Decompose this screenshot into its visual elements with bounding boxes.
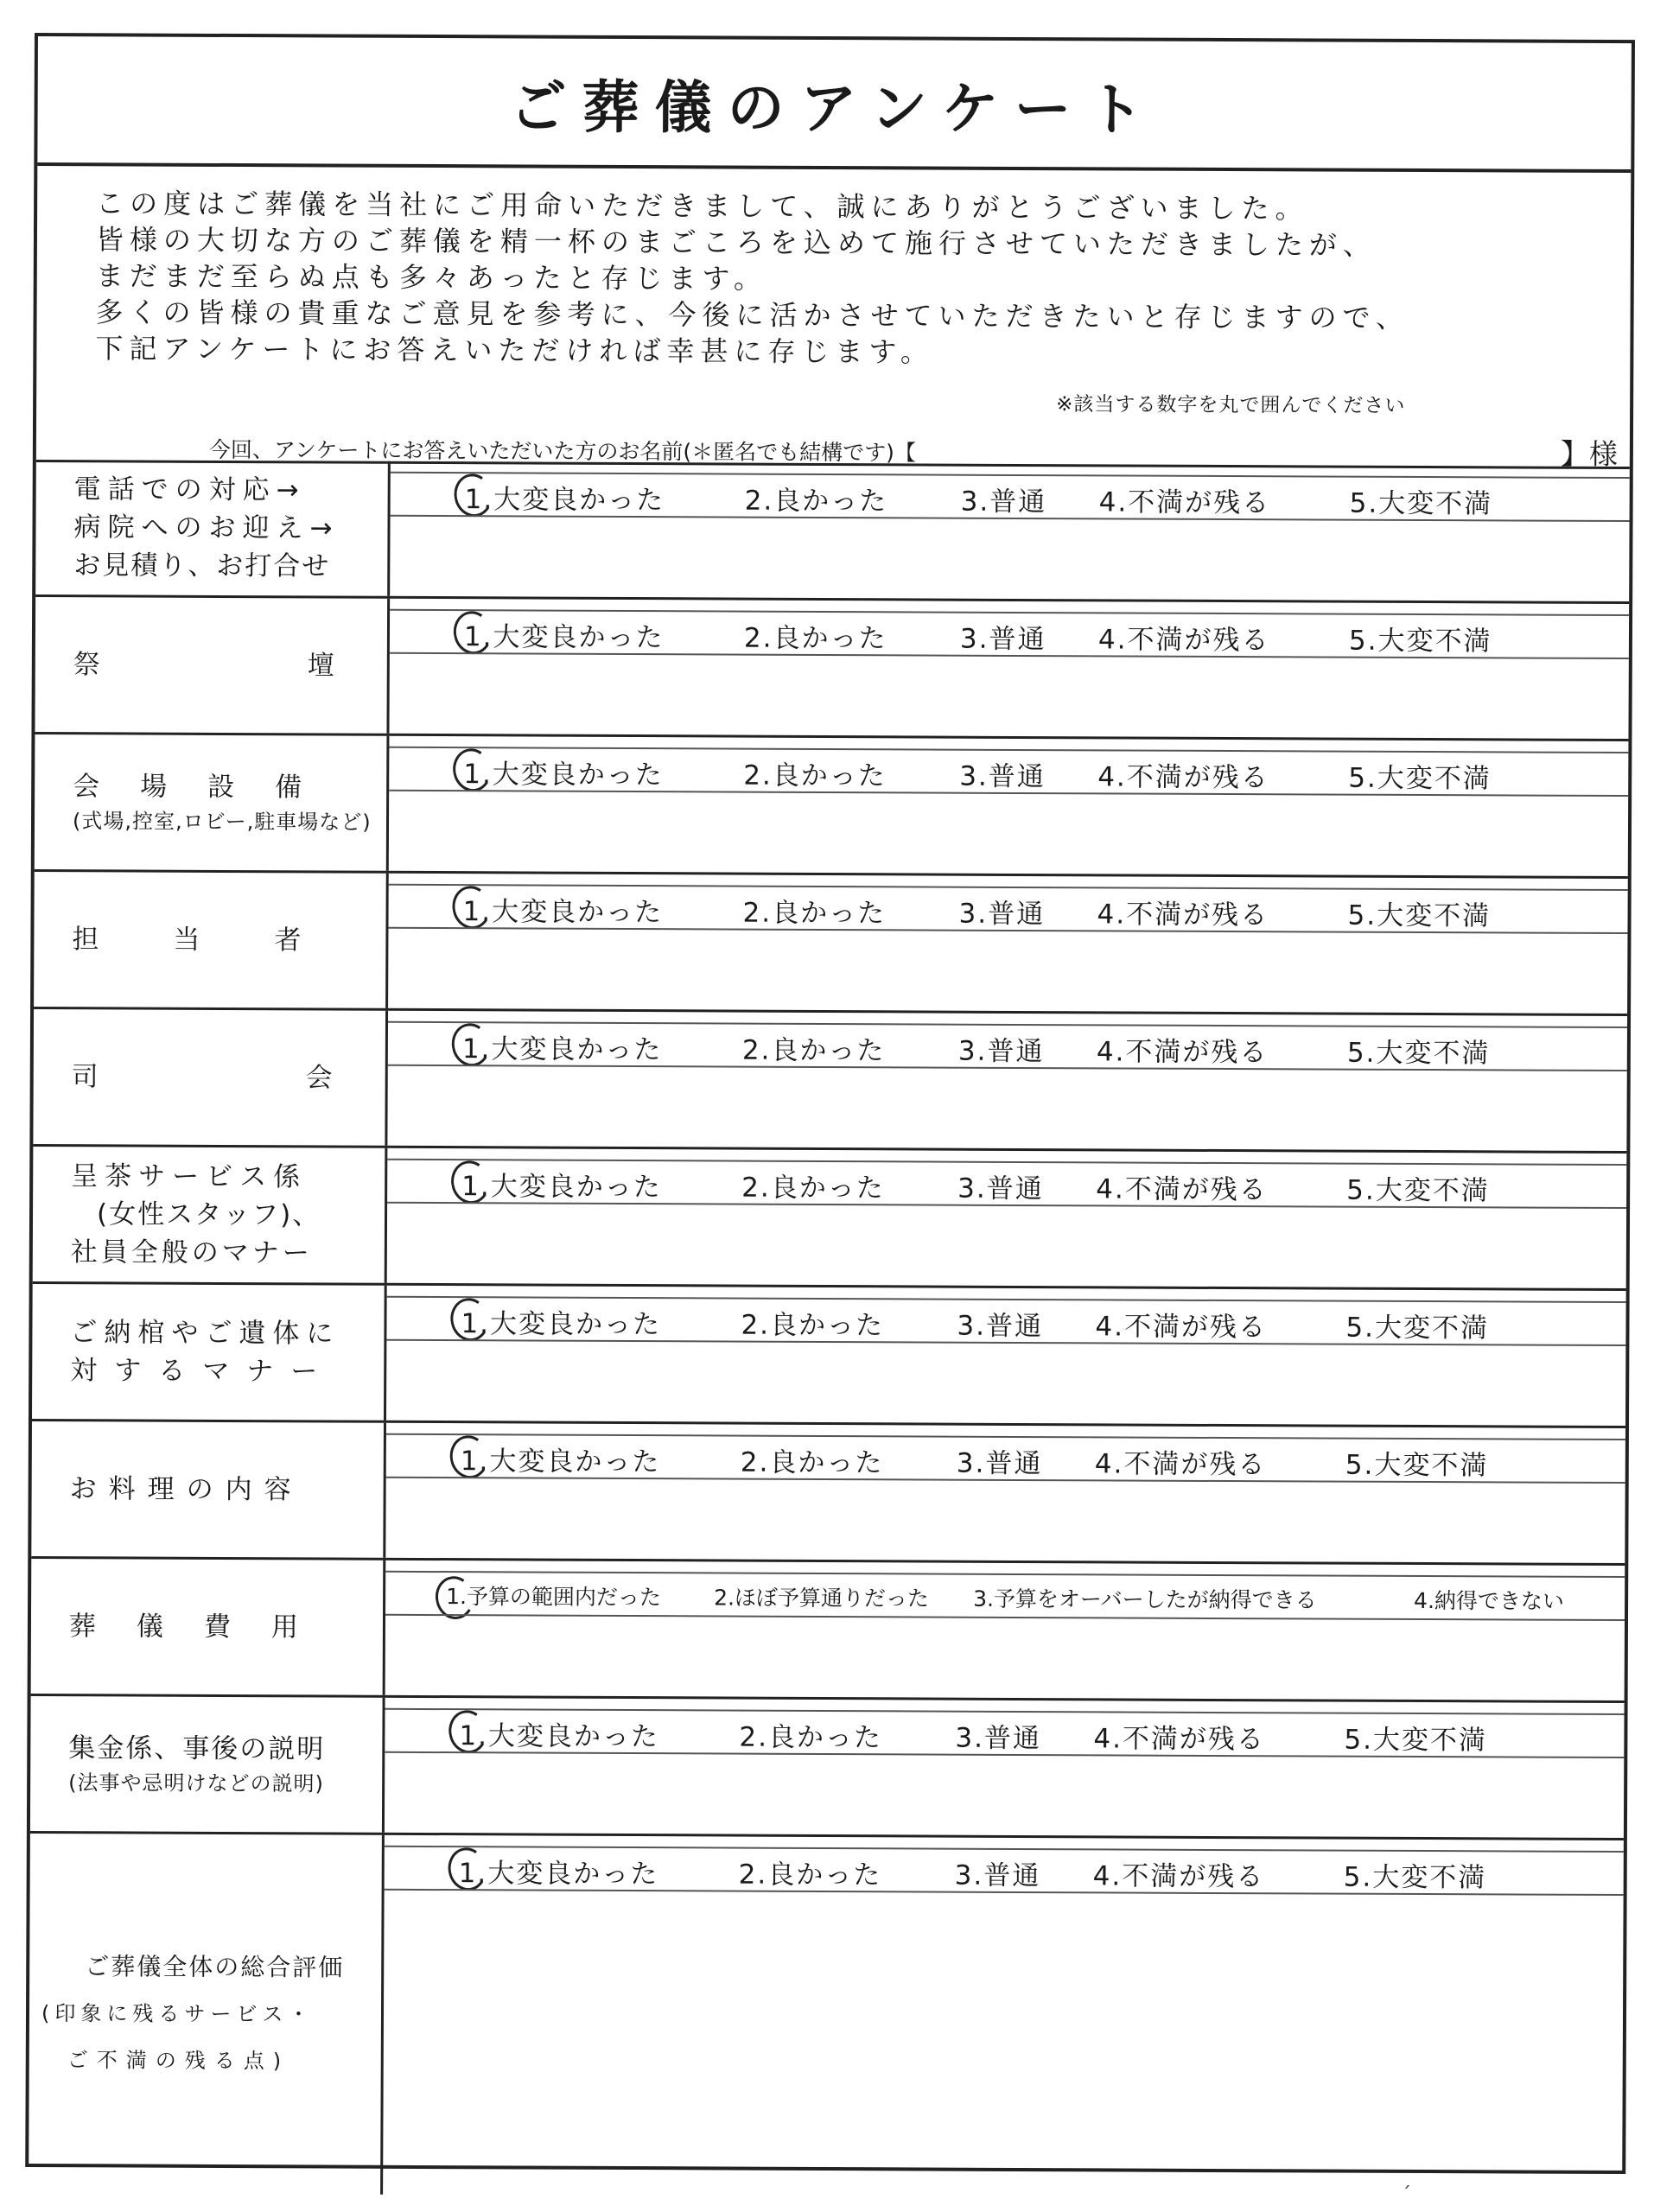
label-sub: (法事や忌明けなどの説明) — [68, 1770, 324, 1796]
row-overall — [29, 1834, 1624, 2200]
row-label — [29, 1834, 385, 2195]
row-venue — [35, 734, 1629, 879]
label-line: 社員全般のマナー — [70, 1236, 313, 1269]
option-3[interactable]: 3.普通 — [957, 1310, 1044, 1343]
label-line: (女性スタッフ)、 — [96, 1198, 321, 1231]
option-4[interactable]: 4.不満が残る — [1093, 1723, 1266, 1756]
option-3[interactable]: 3.普通 — [958, 898, 1046, 931]
rating-table — [29, 460, 1630, 2200]
option-1[interactable]: 1.大変良かった — [459, 1713, 659, 1753]
option-2[interactable]: 2.良かった — [743, 760, 887, 792]
option-4[interactable]: 4.納得できない — [1414, 1587, 1565, 1614]
option-3[interactable]: 3.普通 — [954, 1859, 1041, 1892]
answer-area[interactable] — [390, 461, 1630, 601]
label-line: ご葬儀全体の総合評価 — [85, 1952, 345, 1982]
label-line: 集金係、事後の説明 — [68, 1732, 326, 1765]
label-text: 会 — [305, 1062, 340, 1094]
option-4[interactable]: 4.不満が残る — [1092, 1860, 1265, 1893]
instruction-note: ※該当する数字を丸で囲んでください — [1056, 393, 1406, 417]
option-1[interactable]: 1.予算の範囲内だった — [446, 1580, 661, 1611]
row-payment — [30, 1696, 1625, 1840]
row-label — [35, 734, 390, 871]
label-line: 対するマナー — [70, 1355, 335, 1388]
row-mc — [33, 1009, 1627, 1154]
option-4[interactable]: 4.不満が残る — [1098, 486, 1271, 519]
name-label: 今回、アンケートにお答えいただいた方のお名前(＊匿名でも結構です)【 — [208, 436, 916, 466]
label-text: 祭 — [73, 649, 107, 681]
row-label — [32, 1284, 387, 1421]
answer-area[interactable] — [385, 1698, 1625, 1838]
row-label — [35, 460, 391, 596]
label-line: お見積り、お打合せ — [73, 550, 331, 582]
option-5[interactable]: 5.大変不満 — [1348, 762, 1492, 795]
option-2[interactable]: 2.良かった — [741, 1172, 885, 1205]
answer-area[interactable] — [387, 1011, 1627, 1151]
label-text: 葬 儀 費 用 — [68, 1611, 306, 1643]
option-1[interactable]: 1.大変良かった — [461, 1164, 662, 1204]
option-3[interactable]: 3.普通 — [957, 1173, 1044, 1205]
row-cost — [31, 1559, 1625, 1703]
row-altar — [35, 597, 1629, 741]
label-sub: (印象に残るサービス・ — [41, 2001, 315, 2027]
option-5[interactable]: 5.大変不満 — [1343, 1861, 1487, 1894]
option-1[interactable]: 1.大変良かった — [461, 1301, 661, 1341]
page-title: ご葬儀のアンケート — [509, 72, 1160, 143]
answer-area[interactable] — [388, 874, 1628, 1014]
label-sub: ご不満の残る点) — [67, 2048, 290, 2074]
option-1[interactable]: 1.大変良かった — [459, 1851, 659, 1891]
answer-area[interactable] — [386, 1286, 1626, 1426]
answer-area[interactable] — [389, 599, 1629, 739]
option-5[interactable]: 5.大変不満 — [1345, 1312, 1490, 1344]
row-label — [31, 1421, 386, 1558]
intro-line: まだまだ至らぬ点も多々あったと存じます。 — [95, 259, 767, 296]
option-2[interactable]: 2.良かった — [744, 485, 888, 518]
row-label — [33, 1147, 388, 1283]
row-encoffining — [32, 1284, 1626, 1428]
label-sub: (式場,控室,ロビー,駐車場など) — [72, 809, 372, 835]
option-3[interactable]: 3.普通 — [956, 1447, 1043, 1480]
option-2[interactable]: 2.良かった — [739, 1721, 883, 1754]
option-3[interactable]: 3.普通 — [955, 1722, 1042, 1755]
option-5[interactable]: 5.大変不満 — [1345, 1449, 1489, 1482]
intro-text — [95, 185, 1409, 372]
option-2[interactable]: 2.ほぼ予算通りだった — [714, 1585, 930, 1611]
option-2[interactable]: 2.良かった — [743, 622, 887, 655]
option-1[interactable]: 1.大変良かった — [463, 752, 664, 791]
name-suffix: 】様 — [1560, 436, 1618, 471]
label-text: 担 当 者 — [72, 924, 309, 957]
label-text: お料理の内容 — [69, 1473, 303, 1506]
comment-area[interactable] — [383, 1835, 1624, 2200]
option-5[interactable]: 5.大変不満 — [1344, 1724, 1488, 1757]
option-4[interactable]: 4.不満が残る — [1097, 761, 1269, 794]
option-3[interactable]: 3.普通 — [959, 760, 1046, 793]
label-line: ご納棺やご遺体に — [70, 1317, 340, 1350]
intro-line: この度はご葬儀を当社にご用命いただきまして、誠にありがとうございました。 — [96, 187, 1309, 226]
row-label — [35, 597, 390, 734]
row-label — [33, 1009, 388, 1146]
label-text: 会 場 設 備 — [73, 771, 309, 804]
option-5[interactable]: 5.大変不満 — [1346, 1037, 1491, 1070]
option-1[interactable]: 1.大変良かった — [462, 889, 663, 929]
option-4[interactable]: 4.不満が残る — [1096, 1173, 1268, 1206]
label-line: 電話での対応→ — [73, 474, 306, 506]
label-line: 呈茶サービス係 — [71, 1160, 308, 1193]
option-2[interactable]: 2.良かった — [741, 1034, 886, 1067]
option-3[interactable]: 3.普通 — [957, 1035, 1045, 1068]
intro-section — [36, 166, 1631, 469]
option-1[interactable]: 1.大変良かった — [461, 1439, 661, 1478]
row-phone — [35, 460, 1630, 604]
option-4[interactable]: 4.不満が残る — [1094, 1448, 1267, 1481]
respondent-name-row[interactable] — [208, 433, 1618, 471]
option-1[interactable]: 1.大変良かった — [465, 477, 665, 517]
option-5[interactable]: 5.大変不満 — [1348, 625, 1492, 658]
row-tea-service — [33, 1147, 1627, 1291]
option-5[interactable]: 5.大変不満 — [1349, 487, 1493, 520]
row-staff — [34, 872, 1628, 1016]
answer-area[interactable] — [385, 1423, 1625, 1563]
answer-area[interactable] — [385, 1560, 1625, 1700]
label-line: 病院へのお迎え→ — [73, 512, 340, 544]
option-2[interactable]: 2.良かった — [741, 1309, 885, 1342]
row-label — [30, 1696, 385, 1833]
option-4[interactable]: 4.不満が残る — [1095, 1311, 1268, 1344]
row-food — [31, 1421, 1625, 1566]
option-4[interactable]: 4.不満が残る — [1097, 624, 1270, 657]
option-2[interactable]: 2.良かった — [738, 1859, 882, 1891]
title-box — [37, 36, 1632, 173]
answer-area[interactable] — [387, 1148, 1627, 1288]
intro-line: 皆様の大切な方のご葬儀を精一杯のまごころを込めて施行させていただきましたが、 — [95, 223, 1377, 262]
intro-line: 多くの皆様の貴重なご意見を参考に、今後に活かさせていただきたいと存じますので、 — [95, 296, 1410, 334]
option-5[interactable]: 5.大変不満 — [1347, 899, 1492, 932]
answer-area[interactable] — [389, 736, 1629, 876]
label-text: 壇 — [307, 650, 341, 682]
row-label — [31, 1559, 386, 1695]
option-4[interactable]: 4.不満が残る — [1097, 899, 1269, 931]
option-3[interactable]: 3.普通 — [959, 623, 1046, 656]
option-2[interactable]: 2.良かった — [742, 897, 887, 930]
option-5[interactable]: 5.大変不満 — [1346, 1174, 1490, 1207]
option-3[interactable]: 3.予算をオーバーしたが納得できる — [973, 1586, 1317, 1613]
corner-mark: ´ — [1402, 2184, 1411, 2206]
survey-sheet — [25, 33, 1635, 2174]
label-text: 司 — [71, 1061, 105, 1093]
option-2[interactable]: 2.良かった — [740, 1446, 884, 1479]
option-1[interactable]: 1.大変良かった — [464, 614, 665, 654]
option-3[interactable]: 3.普通 — [960, 486, 1047, 518]
option-4[interactable]: 4.不満が残る — [1096, 1036, 1269, 1069]
option-1[interactable]: 1.大変良かった — [462, 1027, 663, 1066]
intro-line: 下記アンケートにお答えいただければ幸甚に存じます。 — [95, 332, 935, 369]
row-label — [34, 872, 389, 1008]
